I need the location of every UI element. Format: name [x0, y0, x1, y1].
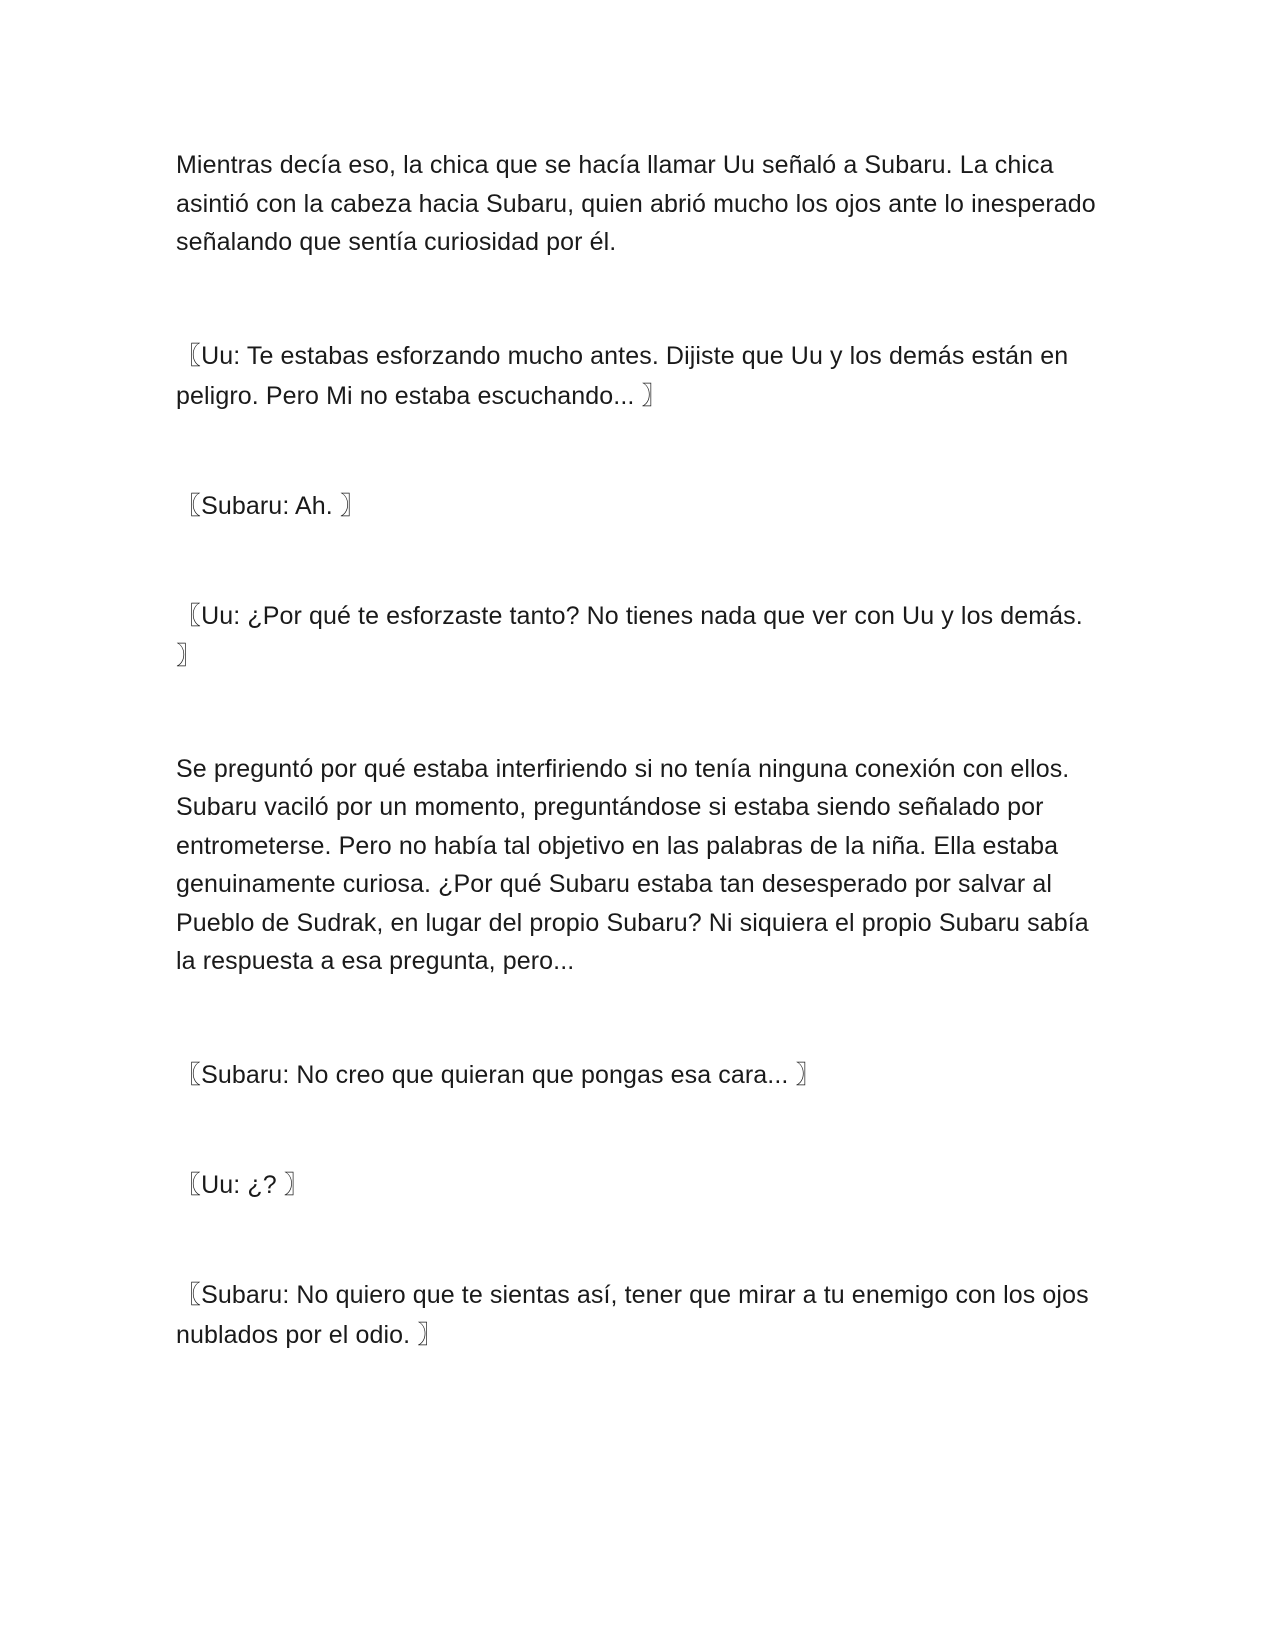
document-body: [176, 146, 1096, 1355]
narration-paragraph-1: Mientras decía eso, la chica que se hacía llamar Uu señaló a Subaru. La chica asintió con la cabeza hacia Subaru, quien abrió mucho los ojos ante lo inesperado señalando que sentía curiosidad por él.: [176, 151, 1096, 256]
paragraph-spacer: [176, 526, 1096, 596]
paragraph-spacer: [176, 262, 1096, 336]
dialogue-subaru-2: 〖Subaru: No creo que quieran que pongas esa cara... 〗: [176, 1060, 821, 1089]
narration-paragraph-2: Se preguntó por qué estaba interfiriendo si no tenía ninguna conexión con ellos. Subaru vaciló por un momento, preguntándose si estaba siendo señalado por entrometerse. Pero no había tal objetivo en las palabras de la niña. Ella estaba genuinamente curiosa. ¿Por qué Subaru estaba tan desesperado por salvar al Pueblo de Sudrak, en lugar del propio Subaru? Ni siquiera el propio Subaru sabía la respuesta a esa pregunta, pero...: [176, 754, 1089, 975]
paragraph-spacer: [176, 981, 1096, 1055]
dialogue-subaru-3: 〖Subaru: No quiero que te sientas así, tener que mirar a tu enemigo con los ojos nublados por el odio. 〗: [176, 1280, 1089, 1349]
paragraph-spacer: [176, 1095, 1096, 1165]
paragraph-spacer: [176, 416, 1096, 486]
paragraph-spacer: [176, 1205, 1096, 1275]
dialogue-uu-2: 〖Uu: ¿Por qué te esforzaste tanto? No tienes nada que ver con Uu y los demás. 〗: [176, 601, 1083, 670]
dialogue-subaru-1: 〖Subaru: Ah. 〗: [176, 491, 365, 520]
dialogue-uu-3: 〖Uu: ¿? 〗: [176, 1170, 309, 1199]
dialogue-uu-1: 〖Uu: Te estabas esforzando mucho antes. Dijiste que Uu y los demás están en peligro. Pero Mi no estaba escuchando... 〗: [176, 341, 1069, 410]
paragraph-spacer: [176, 676, 1096, 750]
